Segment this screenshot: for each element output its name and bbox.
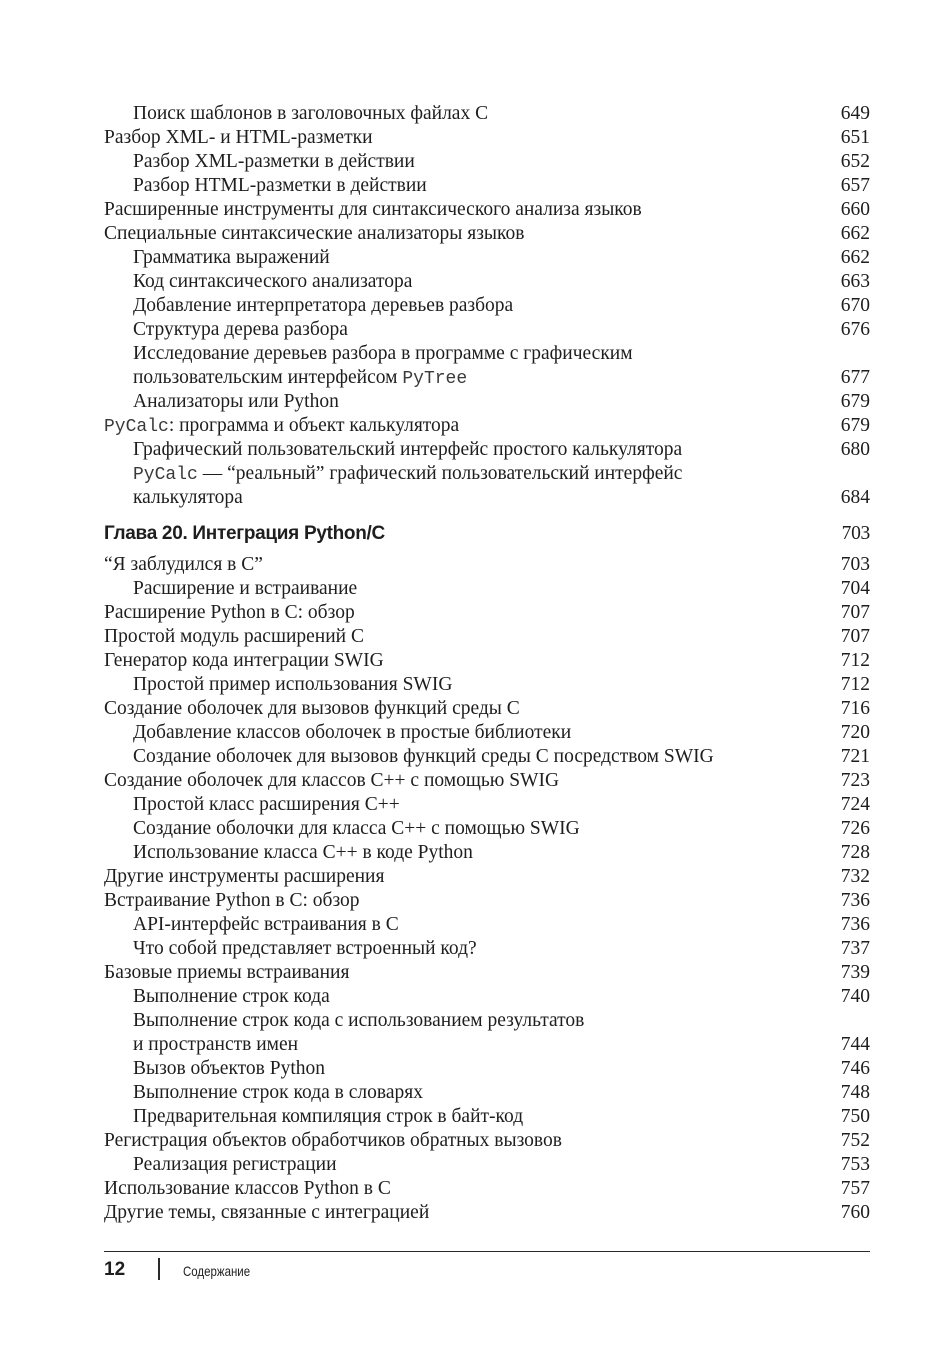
- toc-entry-page: 657: [840, 175, 870, 196]
- toc-entry-page: 721: [840, 746, 870, 767]
- toc-entry-title: Добавление классов оболочек в простые библиотеки: [133, 722, 572, 743]
- toc-entry-title: “Я заблудился в C”: [104, 554, 263, 575]
- toc-entry: [133, 102, 870, 126]
- toc-entry-page: 684: [840, 487, 870, 508]
- toc-entry-page: 663: [840, 271, 870, 292]
- toc-entry-title: Использование класса C++ в коде Python: [133, 842, 473, 863]
- toc-entry-page: 651: [840, 127, 870, 148]
- toc-entry-page: 662: [840, 223, 870, 244]
- toc-entry-page: 737: [840, 938, 870, 959]
- code-identifier: PyCalc: [133, 465, 198, 485]
- toc-entry: [104, 1129, 870, 1153]
- toc-entry: [133, 1057, 870, 1081]
- toc-entry-title: Простой класс расширения C++: [133, 794, 400, 815]
- toc-entry: [133, 1153, 870, 1177]
- toc-entry-page: 662: [840, 247, 870, 268]
- toc-entry: [133, 438, 870, 462]
- toc-entry: [104, 1177, 870, 1201]
- toc-entry-title: Базовые приемы встраивания: [104, 962, 350, 983]
- toc-entry: [104, 865, 870, 889]
- toc-entry-page: 720: [840, 722, 870, 743]
- toc-entry-title: Другие инструменты расширения: [104, 866, 385, 887]
- toc-entry: [133, 342, 870, 366]
- toc-entry-page: 652: [840, 151, 870, 172]
- footer-page-number: 12: [104, 1259, 126, 1280]
- toc-entry-text: : программа и объект калькулятора: [168, 415, 460, 436]
- toc-entry-title: [133, 462, 682, 487]
- chapter-heading: [104, 520, 870, 548]
- toc-entry: [104, 697, 870, 721]
- toc-entry-text: — “реальный” графический пользовательский интерфейс: [197, 463, 683, 484]
- toc-entry-title: и пространств имен: [133, 1034, 299, 1055]
- toc-entry-title: Создание оболочек для вызовов функций среды C посредством SWIG: [133, 746, 714, 767]
- toc-entry: [133, 150, 870, 174]
- toc-entry-title: Выполнение строк кода с использованием результатов: [133, 1010, 585, 1031]
- toc-entry: [133, 1105, 870, 1129]
- toc-entry: [104, 414, 870, 438]
- toc-entry-page: 732: [840, 866, 870, 887]
- toc-entry-title: Создание оболочек для классов C++ с помощью SWIG: [104, 770, 560, 791]
- toc-entry: [104, 649, 870, 673]
- toc-entry-title: Исследование деревьев разбора в программе с графическим: [133, 343, 633, 364]
- toc-entry-page: 707: [840, 602, 870, 623]
- footer-separator: [158, 1258, 160, 1280]
- toc-entry-title: калькулятора: [133, 487, 243, 508]
- toc-entry: [133, 937, 870, 961]
- toc-entry-page: 736: [840, 890, 870, 911]
- toc-entry: [104, 769, 870, 793]
- toc-entry-page: 750: [840, 1106, 870, 1127]
- toc-entry-page: 728: [840, 842, 870, 863]
- toc-entry-title: Разбор XML-разметки в действии: [133, 151, 415, 172]
- toc-entry-page: 739: [840, 962, 870, 983]
- footer-divider: [104, 1251, 870, 1252]
- toc-entry: [104, 961, 870, 985]
- toc-entry-text: пользовательским интерфейсом: [133, 367, 403, 388]
- toc-entry-title: Выполнение строк кода в словарях: [133, 1082, 423, 1103]
- toc-entry-page: 760: [840, 1202, 870, 1223]
- toc-entry: [133, 462, 870, 486]
- code-identifier: PyTree: [402, 369, 468, 389]
- toc-entry-page: 746: [840, 1058, 870, 1079]
- toc-entry-title: [133, 366, 467, 391]
- toc-entry-title: Другие темы, связанные с интеграцией: [104, 1202, 430, 1223]
- toc-entry-title: Структура дерева разбора: [133, 319, 348, 340]
- toc-entry: [133, 721, 870, 745]
- toc-entry-page: 679: [840, 391, 870, 412]
- toc-entry-page: 740: [840, 986, 870, 1007]
- toc-entry-title: Регистрация объектов обработчиков обратных вызовов: [104, 1130, 562, 1151]
- toc-entry-title: Поиск шаблонов в заголовочных файлах C: [133, 103, 489, 124]
- toc-entry: [104, 601, 870, 625]
- toc-entry-title: Вызов объектов Python: [133, 1058, 326, 1079]
- toc-entry-title: Разбор HTML-разметки в действии: [133, 175, 427, 196]
- toc-entry-title: Код синтаксического анализатора: [133, 271, 413, 292]
- toc-entry-page: 712: [840, 674, 870, 695]
- toc-entry: [133, 366, 870, 390]
- toc-entry-title: Предварительная компиляция строк в байт-код: [133, 1106, 524, 1127]
- toc-entry-title: Создание оболочки для класса C++ с помощью SWIG: [133, 818, 580, 839]
- toc-entry: [133, 486, 870, 510]
- toc-entry-title: Простой модуль расширений C: [104, 626, 364, 647]
- toc-entry-title: Выполнение строк кода: [133, 986, 330, 1007]
- toc-entry: [133, 1033, 870, 1057]
- toc-entry-page: 676: [840, 319, 870, 340]
- toc-entry: [133, 270, 870, 294]
- toc-entry: [133, 246, 870, 270]
- toc-entry-page: 712: [840, 650, 870, 671]
- footer-running-title: Содержание: [183, 1263, 251, 1279]
- toc-entry-page: 679: [840, 415, 870, 436]
- toc-entry-title: Расширение Python в C: обзор: [104, 602, 355, 623]
- toc-entry-title: Разбор XML- и HTML-разметки: [104, 127, 373, 148]
- toc-entry-page: 680: [840, 439, 870, 460]
- toc-entry: [133, 745, 870, 769]
- toc-entry: [133, 577, 870, 601]
- toc-entry: [133, 174, 870, 198]
- toc-entry-title: Расширение и встраивание: [133, 578, 358, 599]
- toc-entry: [133, 985, 870, 1009]
- toc-entry: [133, 817, 870, 841]
- toc-entry-page: 726: [840, 818, 870, 839]
- toc-entry-title: Специальные синтаксические анализаторы языков: [104, 223, 525, 244]
- toc-entry: [133, 913, 870, 937]
- toc-entry: [104, 198, 870, 222]
- chapter-title: Глава 20. Интеграция Python/C: [104, 523, 385, 544]
- toc-entry: [133, 390, 870, 414]
- toc-entry-page: 744: [840, 1034, 870, 1055]
- toc-entry-page: 677: [840, 367, 870, 388]
- toc-entry-title: Добавление интерпретатора деревьев разбора: [133, 295, 514, 316]
- chapter-page: 703: [841, 523, 870, 544]
- toc-entry-title: Грамматика выражений: [133, 247, 330, 268]
- toc-entry-page: 716: [840, 698, 870, 719]
- toc-entry-title: Генератор кода интеграции SWIG: [104, 650, 384, 671]
- toc-entry-page: 704: [840, 578, 870, 599]
- toc-entry-page: 753: [840, 1154, 870, 1175]
- toc-entry-page: 752: [840, 1130, 870, 1151]
- toc-entry-page: 670: [840, 295, 870, 316]
- toc-entry-page: 736: [840, 914, 870, 935]
- toc-entry-title: Простой пример использования SWIG: [133, 674, 453, 695]
- toc-entry: [104, 1201, 870, 1225]
- toc-entry-page: 724: [840, 794, 870, 815]
- toc-entry-page: 707: [840, 626, 870, 647]
- toc-entry-page: 723: [840, 770, 870, 791]
- toc-entry-title: Встраивание Python в C: обзор: [104, 890, 360, 911]
- toc-entry-title: [104, 414, 459, 439]
- toc-entry-title: Расширенные инструменты для синтаксического анализа языков: [104, 199, 642, 220]
- toc-entry-page: 649: [840, 103, 870, 124]
- toc-entry: [133, 841, 870, 865]
- toc-entry-title: Использование классов Python в C: [104, 1178, 391, 1199]
- toc-entry: [133, 1081, 870, 1105]
- toc-entry-page: 757: [840, 1178, 870, 1199]
- toc-entry: [133, 318, 870, 342]
- toc-entry: [104, 889, 870, 913]
- toc-entry-title: Что собой представляет встроенный код?: [133, 938, 477, 959]
- toc-entry-title: API-интерфейс встраивания в C: [133, 914, 399, 935]
- toc-entry-page: 748: [840, 1082, 870, 1103]
- toc-entry: [104, 625, 870, 649]
- toc-entry-page: 660: [840, 199, 870, 220]
- toc-entry-title: Анализаторы или Python: [133, 391, 339, 412]
- toc-entry: [104, 553, 870, 577]
- toc-entry: [104, 222, 870, 246]
- toc-entry-title: Графический пользовательский интерфейс простого калькулятора: [133, 439, 683, 460]
- toc-entry-page: 703: [840, 554, 870, 575]
- toc-entry: [133, 294, 870, 318]
- toc-entry-title: Реализация регистрации: [133, 1154, 337, 1175]
- toc-entry: [104, 126, 870, 150]
- toc-entry-title: Создание оболочек для вызовов функций среды C: [104, 698, 520, 719]
- code-identifier: PyCalc: [104, 417, 169, 437]
- toc-entry: [133, 673, 870, 697]
- toc-entry: [133, 793, 870, 817]
- toc-entry: [133, 1009, 870, 1033]
